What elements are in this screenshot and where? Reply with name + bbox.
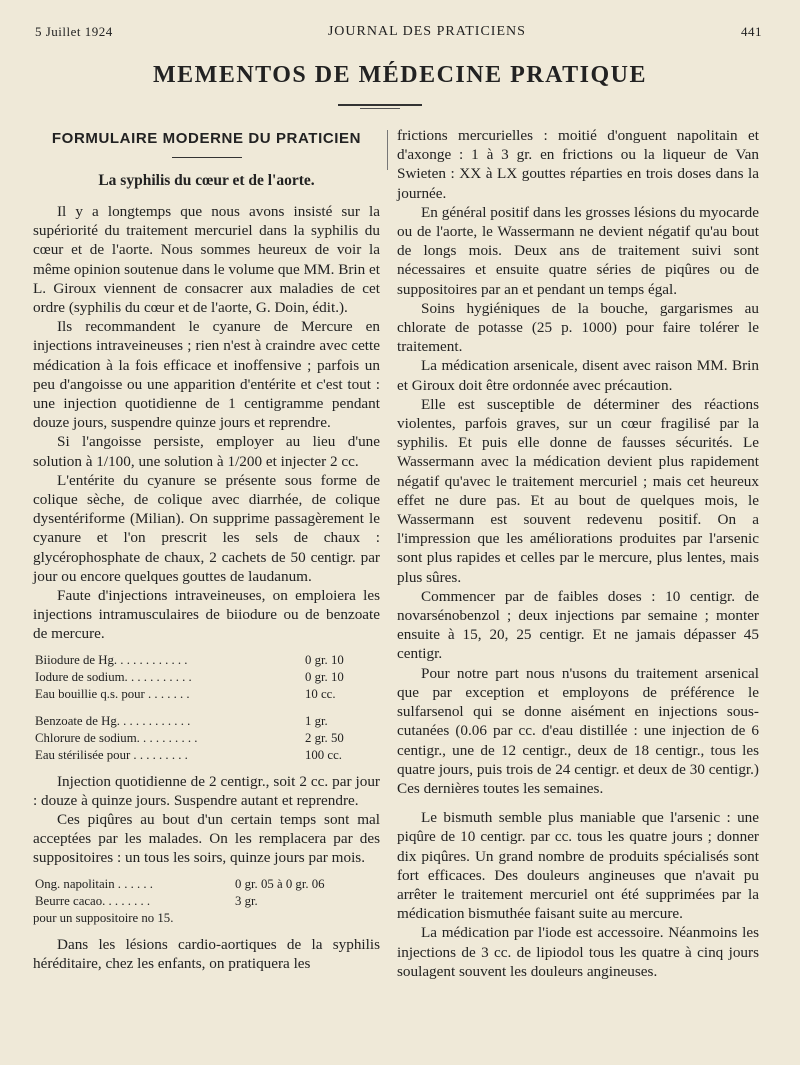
running-header [35,22,762,42]
paragraph: La médication arsenicale, disent avec raison MM. Brin et Giroux doit être ordonnée avec précaution. [397,357,759,394]
prescription-line: Beurre cacao. . . . . . . . 3 gr. [35,893,258,908]
paragraph: Ils recommandent le cyanure de Mercure en injections intraveineuses ; rien n'est à craindre avec cette médication à la fois efficace et inoffensive ; parfois un peu d'angoisse ou une apparition d'entérite et c'est tout : une injection quotidienne de 1 centigramme pendant douze jours, suspendre quinze jours et reprendre. [33,318,380,432]
left-column [33,126,380,973]
paragraph: Faute d'injections intraveineuses, on emploiera les injections intramusculaires de biiodure ou de benzoate de mercure. [33,587,380,643]
paragraph: Commencer par de faibles doses : 10 centigr. de novarsénobenzol ; deux injections par semaine ; monter ensuite à 15, 20, 25 centigr. Et ne jamais dépasser 45 centigr. [397,587,759,663]
journal-name: JOURNAL DES PRATICIENS [327,24,526,39]
prescription-line: Eau bouillie q.s. pour . . . . . . . 10 cc. [35,686,336,701]
prescription-line: Chlorure de sodium. . . . . . . . . . 2 gr. 50 [35,730,344,745]
title-rule-thin [360,108,400,109]
prescription-biiodure [33,652,380,764]
paragraph: La médication par l'iode est accessoire. Néanmoins les injections de 3 cc. de lipiodol tous les quatre à cinq jours soulagent souvent les douleurs angineuses. [397,924,759,980]
prescription-note: pour un suppositoire no 15. [33,910,174,925]
prescription-line: Biiodure de Hg. . . . . . . . . . . . 0 gr. 10 [35,652,344,667]
prescription-line: Benzoate de Hg. . . . . . . . . . . . 1 gr. [35,713,328,728]
paragraph: Soins hygiéniques de la bouche, gargarismes au chlorate de potasse (25 p. 1000) pour faire tolérer le traitement. [397,299,759,356]
prescription-line: Iodure de sodium. . . . . . . . . . . 0 gr. 10 [35,669,344,684]
paragraph: En général positif dans les grosses lésions du myocarde ou de l'aorte, le Wassermann ne devient négatif qu'au bout de longs mois. Deux ans de traitement suivi sont nécessaires et ensuite quatre séries de piqûres ou de suppositoires par an et pendant un temps égal. [397,203,759,298]
right-column [397,126,759,981]
paragraph: Dans les lésions cardio-aortiques de la syphilis héréditaire, chez les enfants, on pratiquera les [33,935,380,972]
paragraph: Injection quotidienne de 2 centigr., soit 2 cc. par jour : douze à quinze jours. Suspendre autant et reprendre. [33,772,380,809]
column-divider [387,130,388,170]
issue-date: 5 Juillet 1924 [35,24,113,39]
paragraph: Le bismuth semble plus maniable que l'arsenic : une piqûre de 10 centigr. par cc. tous les quatre jours ; donner dix piqûres. Un grand nombre de produits spécialisés sont fort efficaces. Des douleurs angineuses que n'avait pu arrêter le traitement mercuriel ont été supprimées par la médication bismuthée faisant suite au mercure. [397,809,759,923]
page-title: MEMENTOS DE MÉDECINE PRATIQUE [153,62,647,88]
title-rule [338,104,422,106]
page-number: 441 [741,24,762,39]
paragraph: Il y a longtemps que nous avons insisté sur la supériorité du traitement mercuriel dans la syphilis du cœur et de l'aorte. Nous sommes heureux de voir la même opinion soutenue dans le volume que MM. Brin et L. Giroux viennent de consacrer aux maladies de cet ordre (syphilis du cœur et de l'aorte, G. Doin, édit.). [33,203,380,317]
paragraph: L'entérite du cyanure se présente sous forme de colique sèche, de colique avec diarrhée, de colique dysentériforme (Milian). On supprime passagèrement le cyanure et l'on prescrit les sels de chaux : glycérophosphate de chaux, 2 cachets de 50 centigr. par jour ou encore quelques gouttes de laudanum. [33,471,380,585]
prescription-suppositoire [33,876,380,927]
paragraph: Pour notre part nous n'usons du traitement arsenical que par exception et employons de préférence le sulfarsenol qui se donne aisément en injections sous-cutanées (0.06 par cc. d'eau distillée : une injection de 6 centigr., une de 12 centigr., deux de 18 centigr., tous les quatre jours, puis trois de 24 centigr. et deux de 30 centigr.) Ces dernières toutes les semaines. [397,664,759,797]
paragraph: Si l'angoisse persiste, employer au lieu d'une solution à 1/100, une solution à 1/200 et injecter 2 cc. [33,433,380,470]
prescription-line: Eau stérilisée pour . . . . . . . . . 100 cc. [35,747,342,762]
prescription-line: Ong. napolitain . . . . . . 0 gr. 05 à 0 gr. 06 [35,876,325,891]
article-subtitle: La syphilis du cœur et de l'aorte. [98,172,315,189]
paragraph: Elle est susceptible de déterminer des réactions violentes, parfois graves, sur un cœur fragilisé par la syphilis. Et puis elle donne de fausses sécurités. Le Wassermann avec la médication devient plus rapidement négatif qu'avec le traitement mercuriel ; mais cet heureux effet ne dure pas. Et au bout de quelques mois, le Wassermann est souvent redevenu positif. On a l'impression que les améliorations produites par l'arsenic sont plus rapides et celles par le mercure, plus lentes, mais plus sûres. [397,395,759,586]
section-rule [172,157,242,158]
section-title: FORMULAIRE MODERNE DU PRATICIEN [51,130,362,147]
paragraph: Ces piqûres au bout d'un certain temps sont mal acceptées par les malades. On les remplacera par des suppositoires : un tous les soirs, quinze jours par mois. [33,811,380,867]
paragraph: frictions mercurielles : moitié d'onguent napolitain et d'axonge : 1 à 3 gr. en frictions ou la liqueur de Van Swieten : XX à LX gouttes réparties en trois doses dans la journée. [397,127,759,202]
